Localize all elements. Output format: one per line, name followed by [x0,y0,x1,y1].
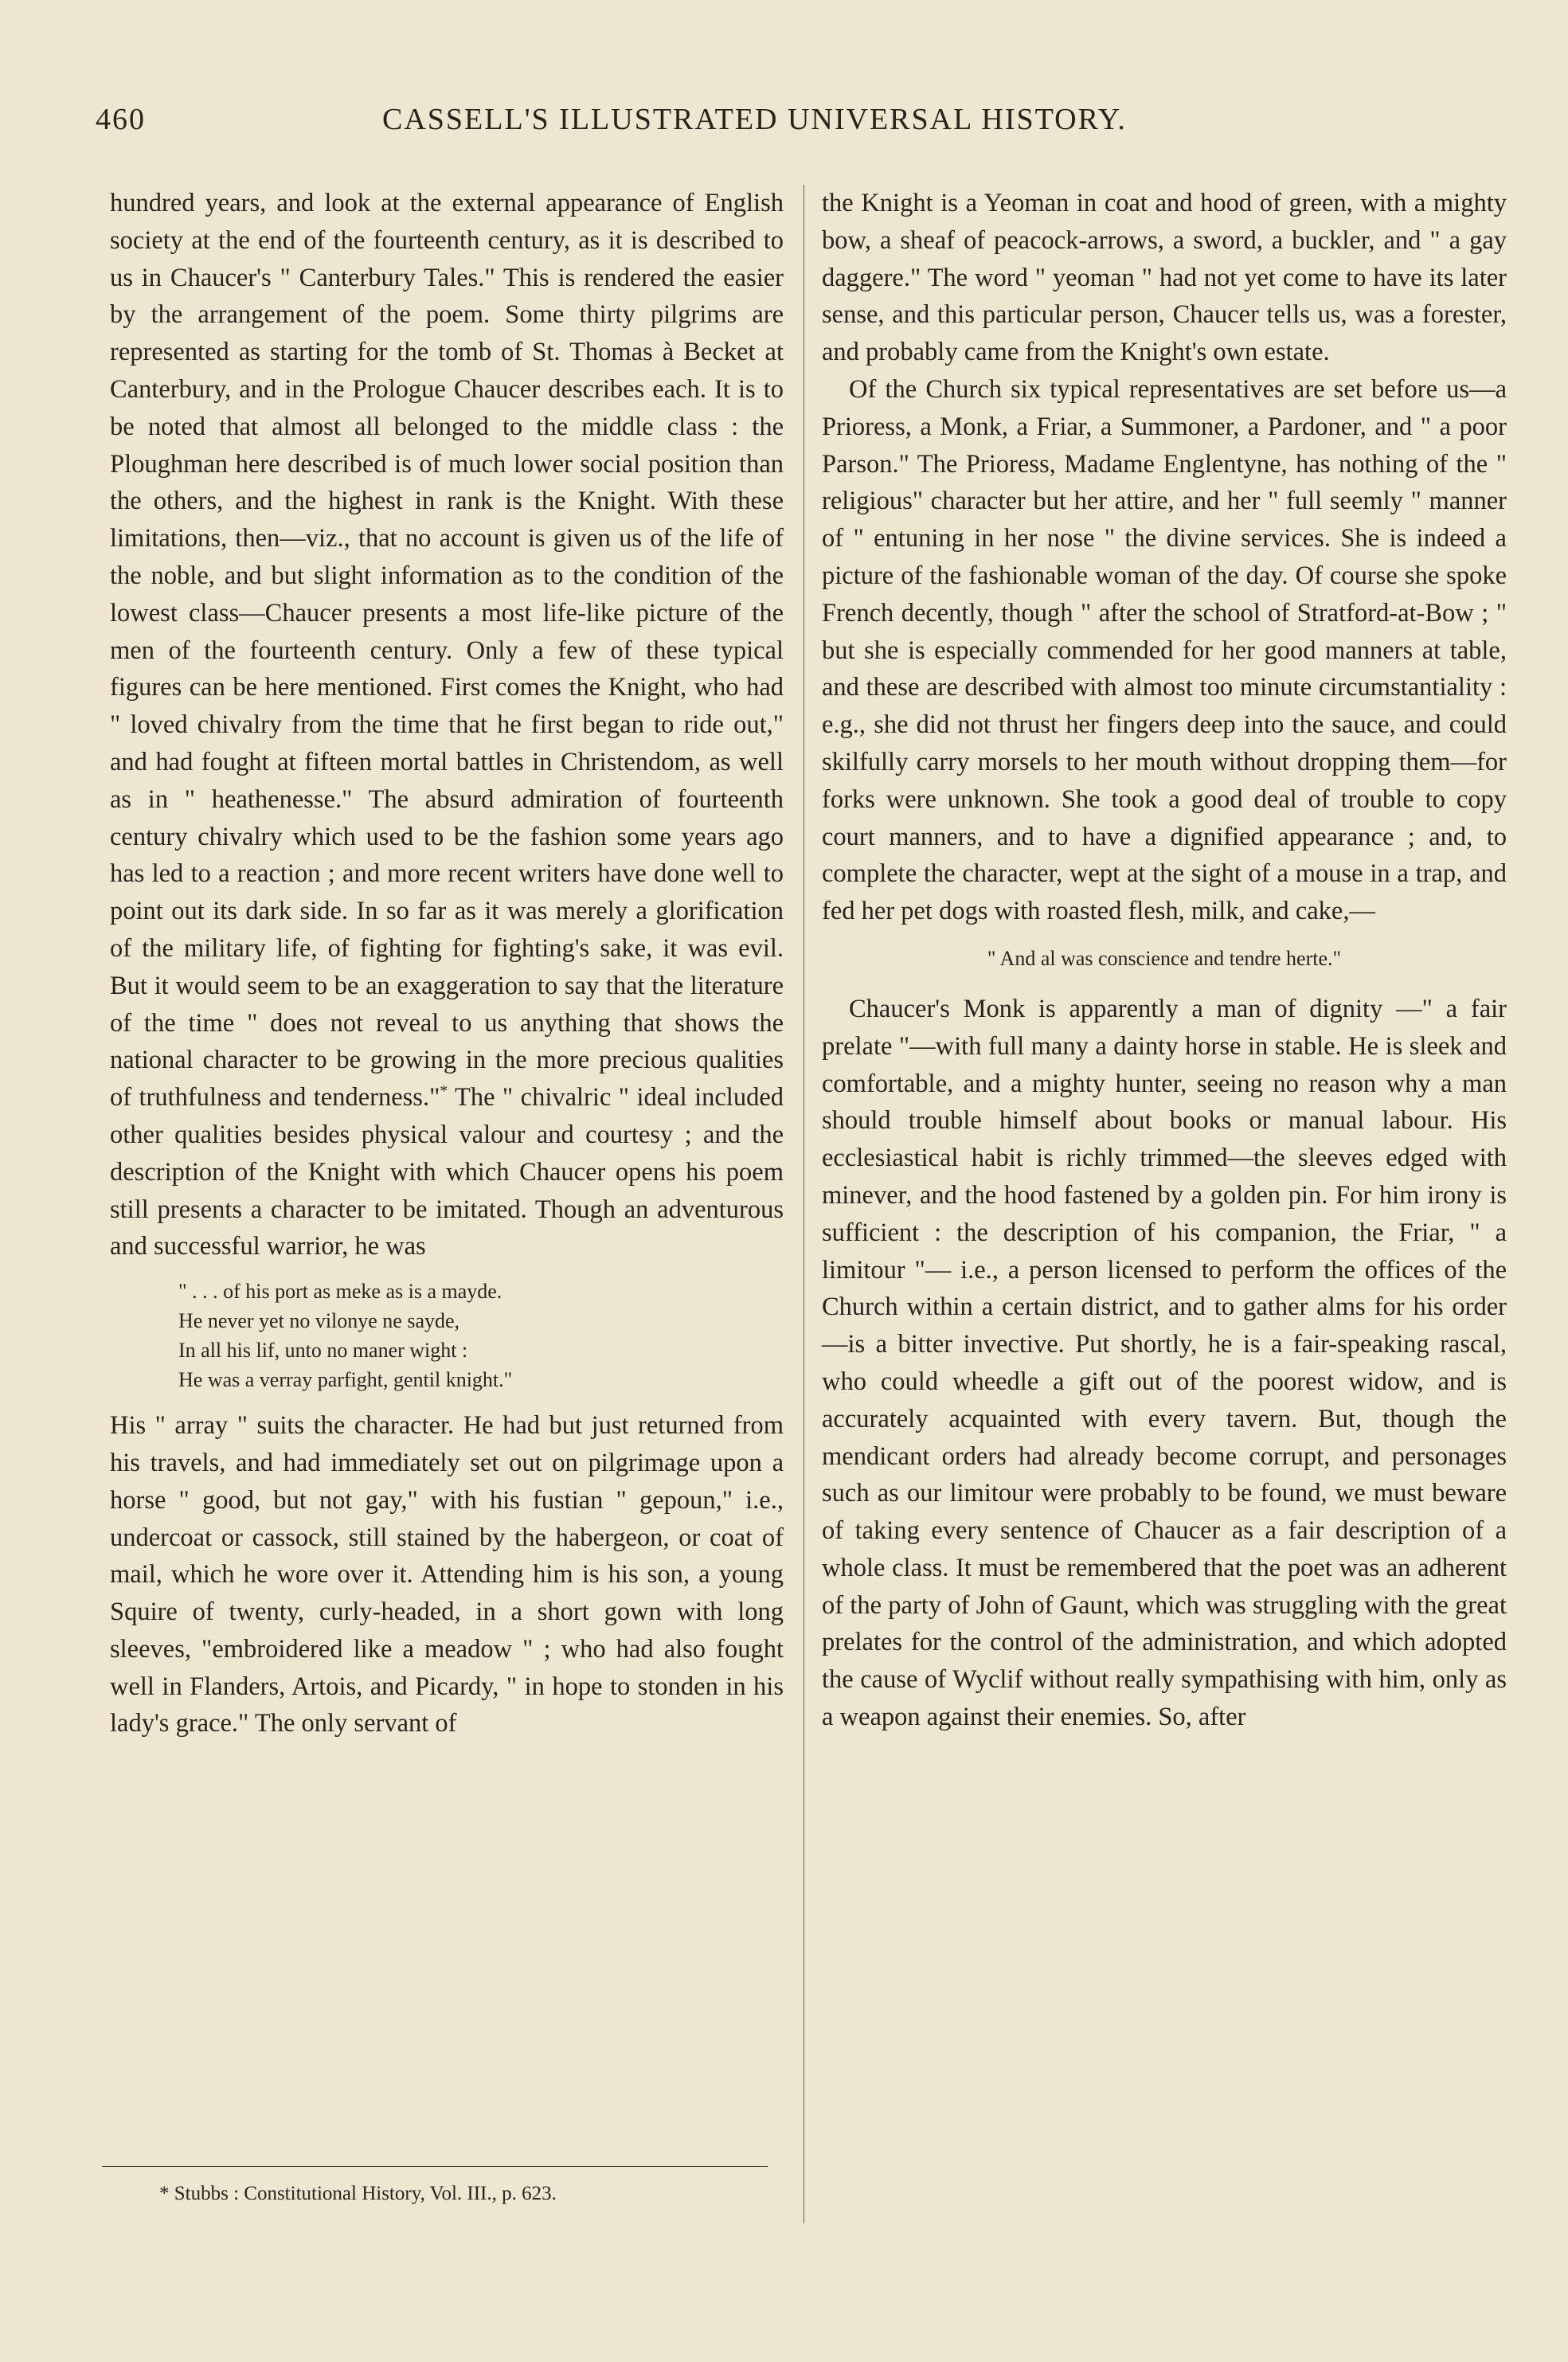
right-paragraph-3: Chaucer's Monk is apparently a man of dignity —" a fair prelate "—with full many a dainty horse in stable. He is sleek and comfortable, and a mighty hunter, seeing no reason why a man should trouble himself about books or manual labour. His ecclesiastical habit is richly trimmed—the sleeves edged with minever, and the hood fastened by a golden pin. For him irony is sufficient : the description of his companion, the Friar, " a limitour "— i.e., a person licensed to perform the offices of the Church within a certain district, and to gather alms for his order—is a bitter invective. Put shortly, he is a fair-speaking rascal, who could wheedle a gift out of the poorest widow, and is accurately acquainted with every tavern. But, though the mendicant orders had already become corrupt, and personages such as our limitour were probably to be found, we must beware of taking every sentence of Chaucer as a fair description of a whole class. It must be remembered that the poet was an adherent of the party of John of Gaunt, which was struggling with the great prelates for the control of the administration, and which adopted the cause of Wyclif without really sympathising with him, only as a weapon against their enemies. So, after [822,994,1507,1732]
left-paragraph-1-tail: The " chivalric " ideal included other qualities besides physical valour and courtesy ; and the description of the Knight with which Chaucer opens his poem still presents a character to be imitated. Though an adventurous and successful warrior, he was [110,1083,784,1261]
right-column [822,185,1507,1736]
verse-line: He was a verray parfight, gentil knight." [178,1368,513,1392]
left-paragraph-1-text: hundred years, and look at the external appearance of English society at the end of the fourteenth century, as it is described to us in Chaucer's " Canterbury Tales." This is rendered the easier by the arrangement of the poem. Some thirty pilgrims are represented as starting for the tomb of St. Thomas à Becket at Canterbury, and in the Prologue Chaucer describes each. It is to be noted that almost all belonged to the middle class : the Ploughman here described is of much lower social position than the others, and the highest in rank is the Knight. With these limitations, then—viz., that no account is given us of the life of the noble, and but slight information as to the condition of the lowest class—Chaucer presents a most life-like picture of the men of the fourteenth century. Only a few of these typical figures can be here mentioned. First comes the Knight, who had " loved chivalry from the time that he first began to ride out," and had fought at fifteen mortal battles in Christendom, as well as in " heathenesse." The absurd admiration of fourteenth century chivalry which used to be the fashion some years ago has led to a reaction ; and more recent writers have done well to point out its dark side. In so far as it was merely a glorification of the military life, of fighting for fighting's sake, it was evil. But it would seem to be an exaggeration to say that the literature of the time " does not reveal to us anything that shows the national character to be growing in the more precious qualities of truthfulness and tenderness." [110,189,784,1113]
page-header [96,102,1489,150]
footnote-mark: * [440,1083,448,1101]
quoted-line: " And al was conscience and tendre herte." [987,946,1342,970]
verse-line: " . . . of his port as meke as is a mayde. [178,1280,502,1304]
verse-line: In all his lif, unto no maner wight : [178,1339,468,1363]
verse-quotation [178,1277,784,1394]
footnote: * Stubbs : Constitutional History, Vol. III., p. 623. [159,2183,557,2204]
footnote-rule [102,2166,768,2167]
right-paragraph-1: the Knight is a Yeoman in coat and hood of green, with a mighty bow, a sheaf of peacock-arrows, a sword, a buckler, and " a gay daggere." The word " yeoman " had not yet come to have its later sense, and this particular person, Chaucer tells us, was a forester, and probably came from the Knight's own estate. [822,189,1507,367]
left-column [110,185,784,1742]
running-head: CASSELL'S ILLUSTRATED UNIVERSAL HISTORY. [382,103,1127,136]
left-paragraph-2: His " array " suits the character. He had but just returned from his travels, and had immediately set out on pilgrimage upon a horse " good, but not gay," with his fustian " gepoun," i.e., undercoat or cassock, still stained by the habergeon, or coat of mail, which he wore over it. Attending him is his son, a young Squire of twenty, curly-headed, in a short gown with long sleeves, "embroidered like a meadow " ; who had also fought well in Flanders, Artois, and Picardy, " in hope to stonden in his lady's grace." The only servant of [110,1411,784,1738]
verse-line: He never yet no vilonye ne sayde, [178,1309,460,1333]
left-paragraph-1 [110,185,784,1265]
right-paragraph-2: Of the Church six typical representatives are set before us—a Prioress, a Monk, a Friar, a Summoner, a Pardoner, and " a poor Parson." The Prioress, Madame Englentyne, has nothing of the " religious" character but her attire, and her " full seemly " manner of " entuning in her nose " the divine services. She is indeed a picture of the fashionable woman of the day. Of course she spoke French decently, though " after the school of Stratford-at-Bow ; " but she is especially commended for her good manners at table, and these are described with almost too minute circumstantiality : e.g., she did not thrust her fingers deep into the sauce, and could skilfully carry morsels to her mouth without dropping them—for forks were unknown. She took a good deal of trouble to copy court manners, and to have a dignified appearance ; and, to complete the character, wept at the sight of a mouse in a trap, and fed her pet dogs with roasted flesh, milk, and cake,— [822,374,1507,926]
page-number: 460 [96,103,146,136]
